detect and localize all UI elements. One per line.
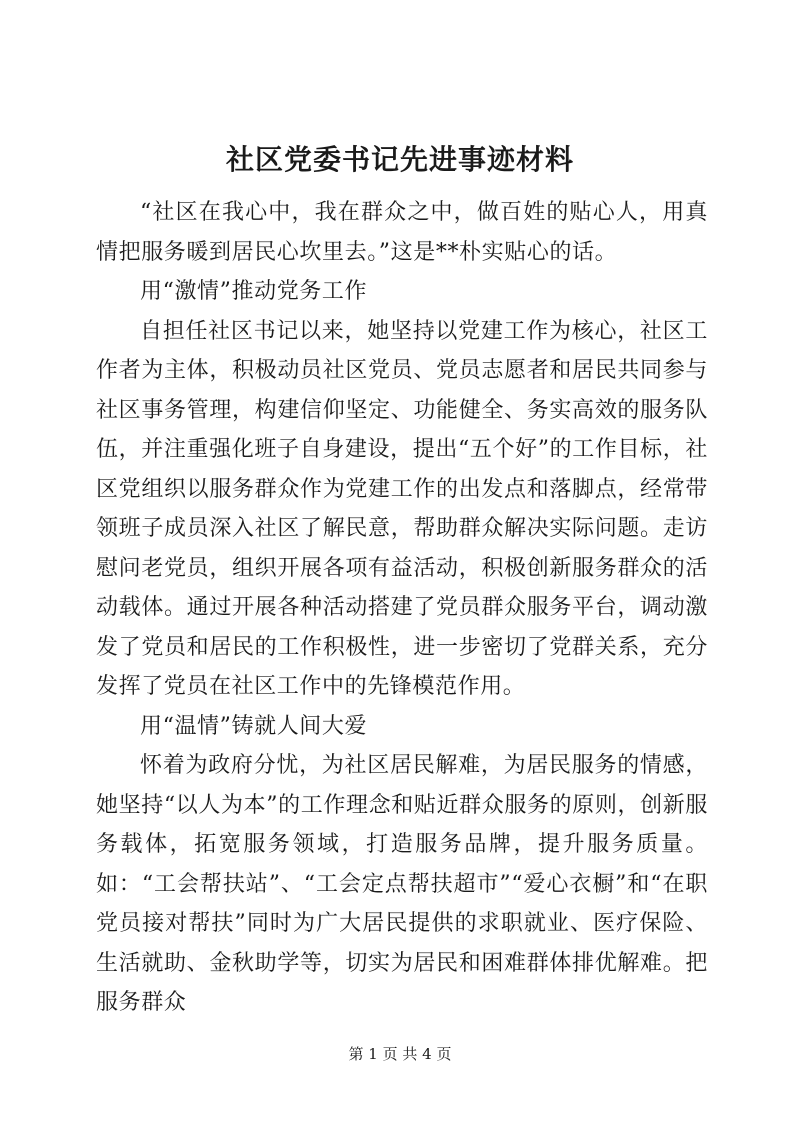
paragraph-service: 怀着为政府分忧，为社区居民解难，为居民服务的情感，她坚持“以人为本”的工作理念和贴近群众服务的原则，创新服务载体，拓宽服务领域，打造服务品牌，提升服务质量。如：“工会帮扶站”、“工会定点帮扶超市”“爱心衣橱”和“在职党员接对帮扶”同时为广大居民提供的求职就业、医疗保险、生活就助、金秋助学等，切实为居民和困难群体排优解难。把服务群众 [96,753,708,1015]
page-footer: 第 1 页 共 4 页 [348,1045,452,1063]
document-body [96,193,708,1023]
section-heading-passion: 用“激情”推动党务工作 [140,279,368,304]
document-title: 社区党委书记先进事迹材料 [225,143,574,176]
paragraph-intro-quote: “社区在我心中，我在群众之中，做百姓的贴心人，用真情把服务暖到居民心坎里去。”这是**朴实贴心的话。 [96,200,708,265]
section-heading-warmth: 用“温情”铸就人间大爱 [140,713,368,739]
paragraph-party-work: 自担任社区书记以来，她坚持以党建工作为核心，社区工作者为主体，积极动员社区党员、党员志愿者和居民共同参与社区事务管理，构建信仰坚定、功能健全、务实高效的服务队伍，并注重强化班子自身建设，提出“五个好”的工作目标，社区党组织以服务群众作为党建工作的出发点和落脚点，经常带领班子成员深入社区了解民意，帮助群众解决实际问题。走访慰问老党员，组织开展各项有益活动，积极创新服务群众的活动载体。通过开展各种活动搭建了党员群众服务平台，调动激发了党员和居民的工作积极性，进一步密切了党群关系，充分发挥了党员在社区工作中的先锋模范作用。 [96,318,708,699]
